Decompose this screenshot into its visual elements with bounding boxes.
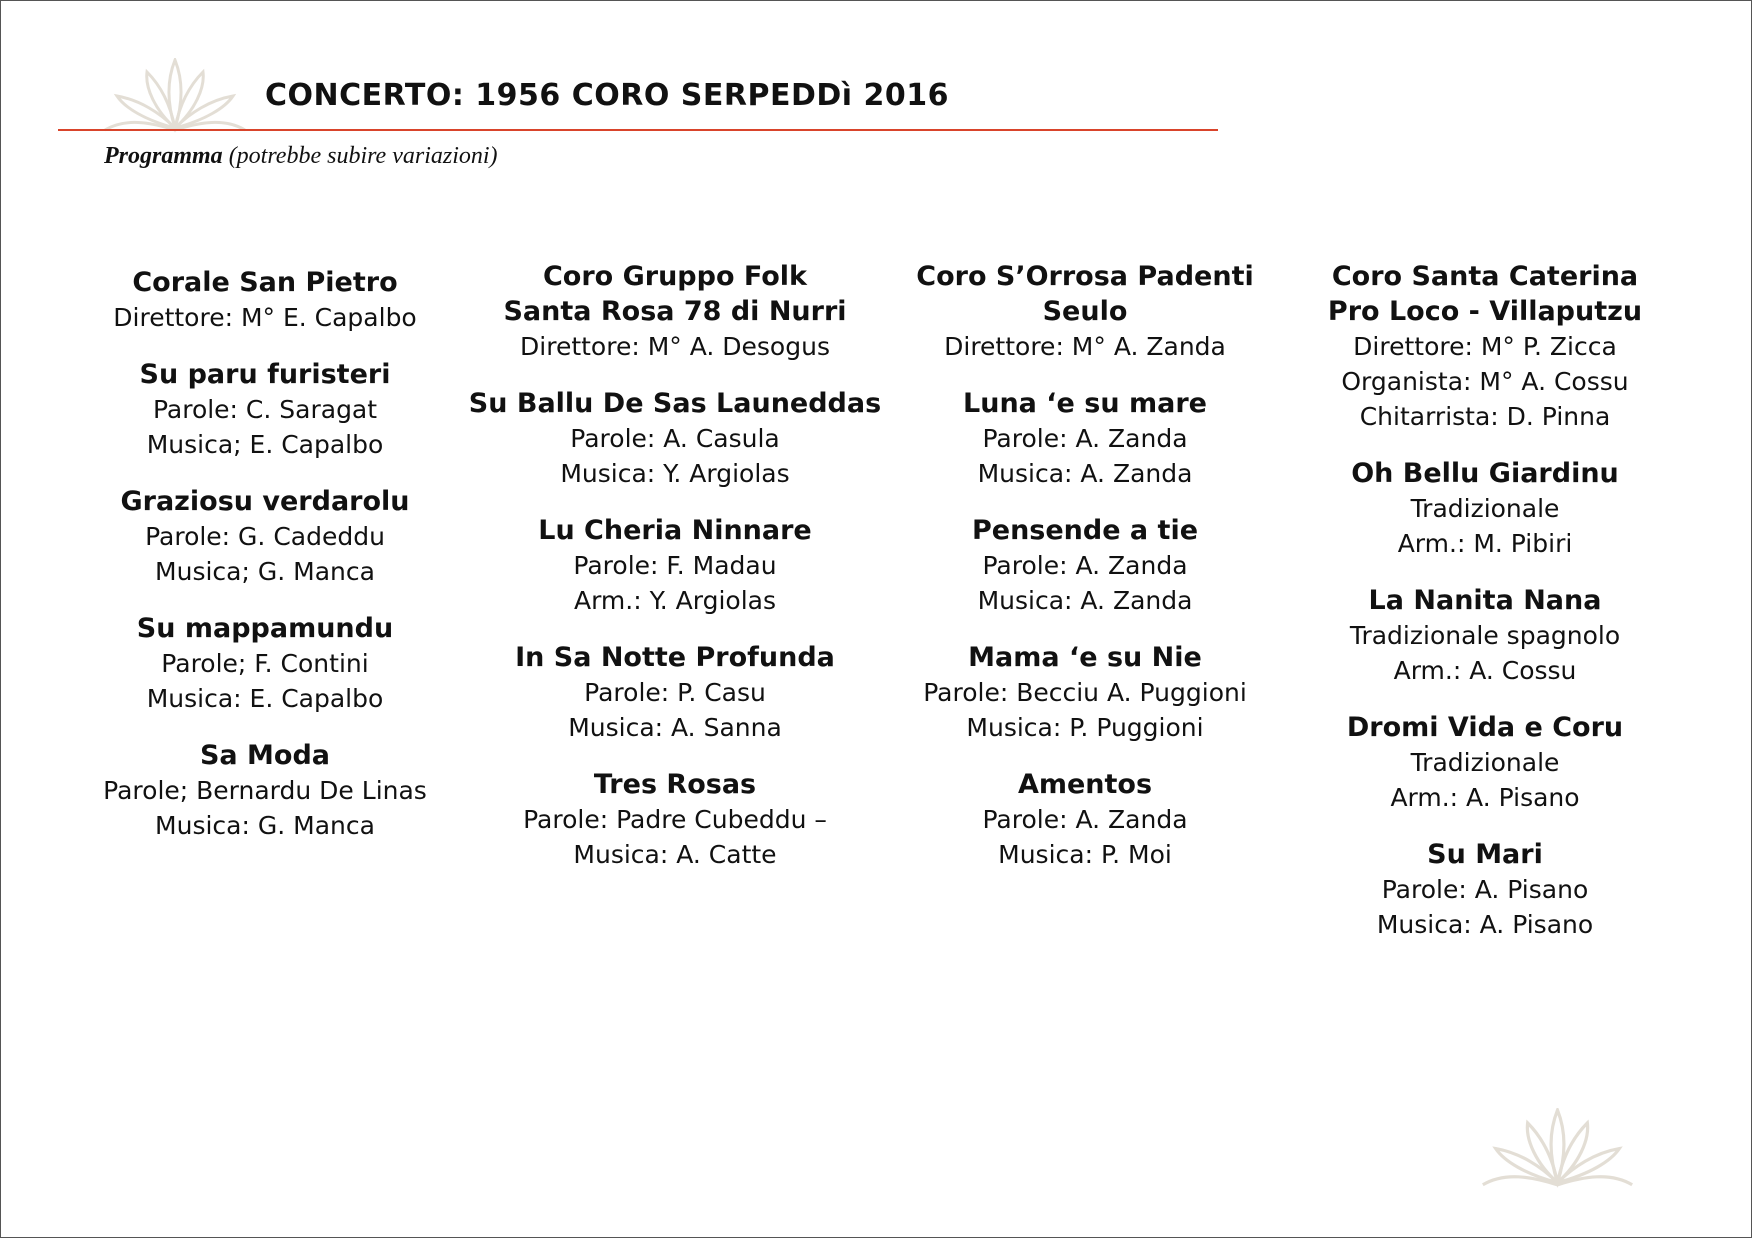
- song-credit: Arm.: A. Cossu: [1393, 656, 1577, 685]
- lotus-ornament-icon-bottom: [1470, 1108, 1645, 1188]
- spacer: [1275, 561, 1695, 583]
- song-title: Pensende a tie: [971, 515, 1199, 546]
- song-credit: Musica: G. Manca: [155, 811, 375, 840]
- song-credit: Arm.: A. Pisano: [1390, 783, 1580, 812]
- song-credit: Musica: A. Pisano: [1376, 910, 1594, 939]
- spacer: [55, 335, 475, 357]
- song-credit: Tradizionale spagnolo: [1349, 621, 1621, 650]
- song-title: Su Ballu De Sas Launeddas: [468, 388, 882, 419]
- title-rule: [58, 129, 1218, 131]
- subtitle-bold: Programma: [104, 143, 223, 169]
- song-title: Luna ‘e su mare: [963, 388, 1207, 419]
- song-credit: Parole: C. Saragat: [152, 395, 378, 424]
- choir-director: Chitarrista: D. Pinna: [1359, 402, 1611, 431]
- song-credit: Arm.: M. Pibiri: [1397, 529, 1573, 558]
- choir-name: Coro S’Orrosa Padenti: [916, 261, 1254, 292]
- song-title: Su mappamundu: [136, 613, 394, 644]
- song-credit: Musica; G. Manca: [155, 557, 375, 586]
- song-credit: Parole; Bernardu De Linas: [103, 776, 427, 805]
- song-title: Oh Bellu Giardinu: [1351, 458, 1619, 489]
- song-credit: Arm.: Y. Argiolas: [573, 586, 777, 615]
- song-credit: Musica; E. Capalbo: [146, 430, 384, 459]
- choir-name: Santa Rosa 78 di Nurri: [503, 296, 847, 327]
- program-subtitle: [104, 143, 498, 170]
- spacer: [465, 618, 885, 640]
- choir-name: Coro Santa Caterina: [1331, 261, 1639, 292]
- song-credit: Parole; F. Contini: [161, 649, 369, 678]
- choir-director: Direttore: M° A. Zanda: [944, 332, 1226, 361]
- choir-name: Corale San Pietro: [132, 267, 398, 298]
- choir-column-4: [1275, 259, 1695, 942]
- song-credit: Parole: A. Pisano: [1381, 875, 1589, 904]
- song-title: Dromi Vida e Coru: [1346, 712, 1624, 743]
- spacer: [55, 462, 475, 484]
- choir-name: Coro Gruppo Folk: [542, 261, 808, 292]
- choir-director: Direttore: M° P. Zicca: [1353, 332, 1617, 361]
- spacer: [465, 745, 885, 767]
- page-title: CONCERTO: 1956 CORO SERPEDDì 2016: [265, 78, 950, 113]
- choir-column-2: [465, 259, 885, 872]
- song-credit: Parole: A. Zanda: [982, 805, 1188, 834]
- choir-column-3: [875, 259, 1295, 872]
- song-title: La Nanita Nana: [1368, 585, 1602, 616]
- song-credit: Musica: A. Sanna: [568, 713, 782, 742]
- choir-name: Seulo: [1042, 296, 1128, 327]
- song-credit: Parole: G. Cadeddu: [145, 522, 385, 551]
- song-title: Graziosu verdarolu: [120, 486, 410, 517]
- song-credit: Musica: E. Capalbo: [146, 684, 384, 713]
- spacer: [875, 364, 1295, 386]
- song-title: In Sa Notte Profunda: [515, 642, 835, 673]
- song-credit: Parole: A. Casula: [570, 424, 780, 453]
- song-credit: Parole: Becciu A. Puggioni: [923, 678, 1247, 707]
- spacer: [1275, 688, 1695, 710]
- song-credit: Parole: A. Zanda: [982, 551, 1188, 580]
- song-credit: Parole: A. Zanda: [982, 424, 1188, 453]
- song-title: Su paru furisteri: [139, 359, 391, 390]
- choir-name: Pro Loco - Villaputzu: [1327, 296, 1643, 327]
- song-title: Amentos: [1017, 769, 1153, 800]
- spacer: [875, 618, 1295, 640]
- spacer: [55, 716, 475, 738]
- song-title: Lu Cheria Ninnare: [538, 515, 812, 546]
- spacer: [55, 589, 475, 611]
- subtitle-note: (potrebbe subire variazioni): [228, 143, 498, 169]
- song-title: Tres Rosas: [593, 769, 757, 800]
- spacer: [465, 364, 885, 386]
- song-credit: Musica: P. Puggioni: [966, 713, 1204, 742]
- spacer: [875, 491, 1295, 513]
- song-title: Mama ‘e su Nie: [968, 642, 1202, 673]
- spacer: [875, 745, 1295, 767]
- choir-director: Direttore: M° E. Capalbo: [113, 303, 417, 332]
- lotus-ornament-icon: [95, 58, 255, 133]
- choir-director: Direttore: M° A. Desogus: [520, 332, 830, 361]
- song-credit: Musica: P. Moi: [998, 840, 1172, 869]
- spacer: [465, 491, 885, 513]
- song-credit: Musica: A. Zanda: [977, 459, 1193, 488]
- choir-director: Organista: M° A. Cossu: [1341, 367, 1629, 396]
- song-credit: Parole: Padre Cubeddu –: [523, 805, 827, 834]
- song-credit: Parole: P. Casu: [584, 678, 766, 707]
- song-credit: Musica: A. Zanda: [977, 586, 1193, 615]
- choir-column-1: [55, 265, 475, 843]
- song-credit: Tradizionale: [1410, 748, 1560, 777]
- song-credit: Parole: F. Madau: [573, 551, 777, 580]
- spacer: [1275, 434, 1695, 456]
- song-credit: Tradizionale: [1410, 494, 1560, 523]
- song-title: Sa Moda: [199, 740, 331, 771]
- song-title: Su Mari: [1427, 839, 1543, 870]
- song-credit: Musica: A. Catte: [573, 840, 777, 869]
- song-credit: Musica: Y. Argiolas: [560, 459, 790, 488]
- spacer: [1275, 815, 1695, 837]
